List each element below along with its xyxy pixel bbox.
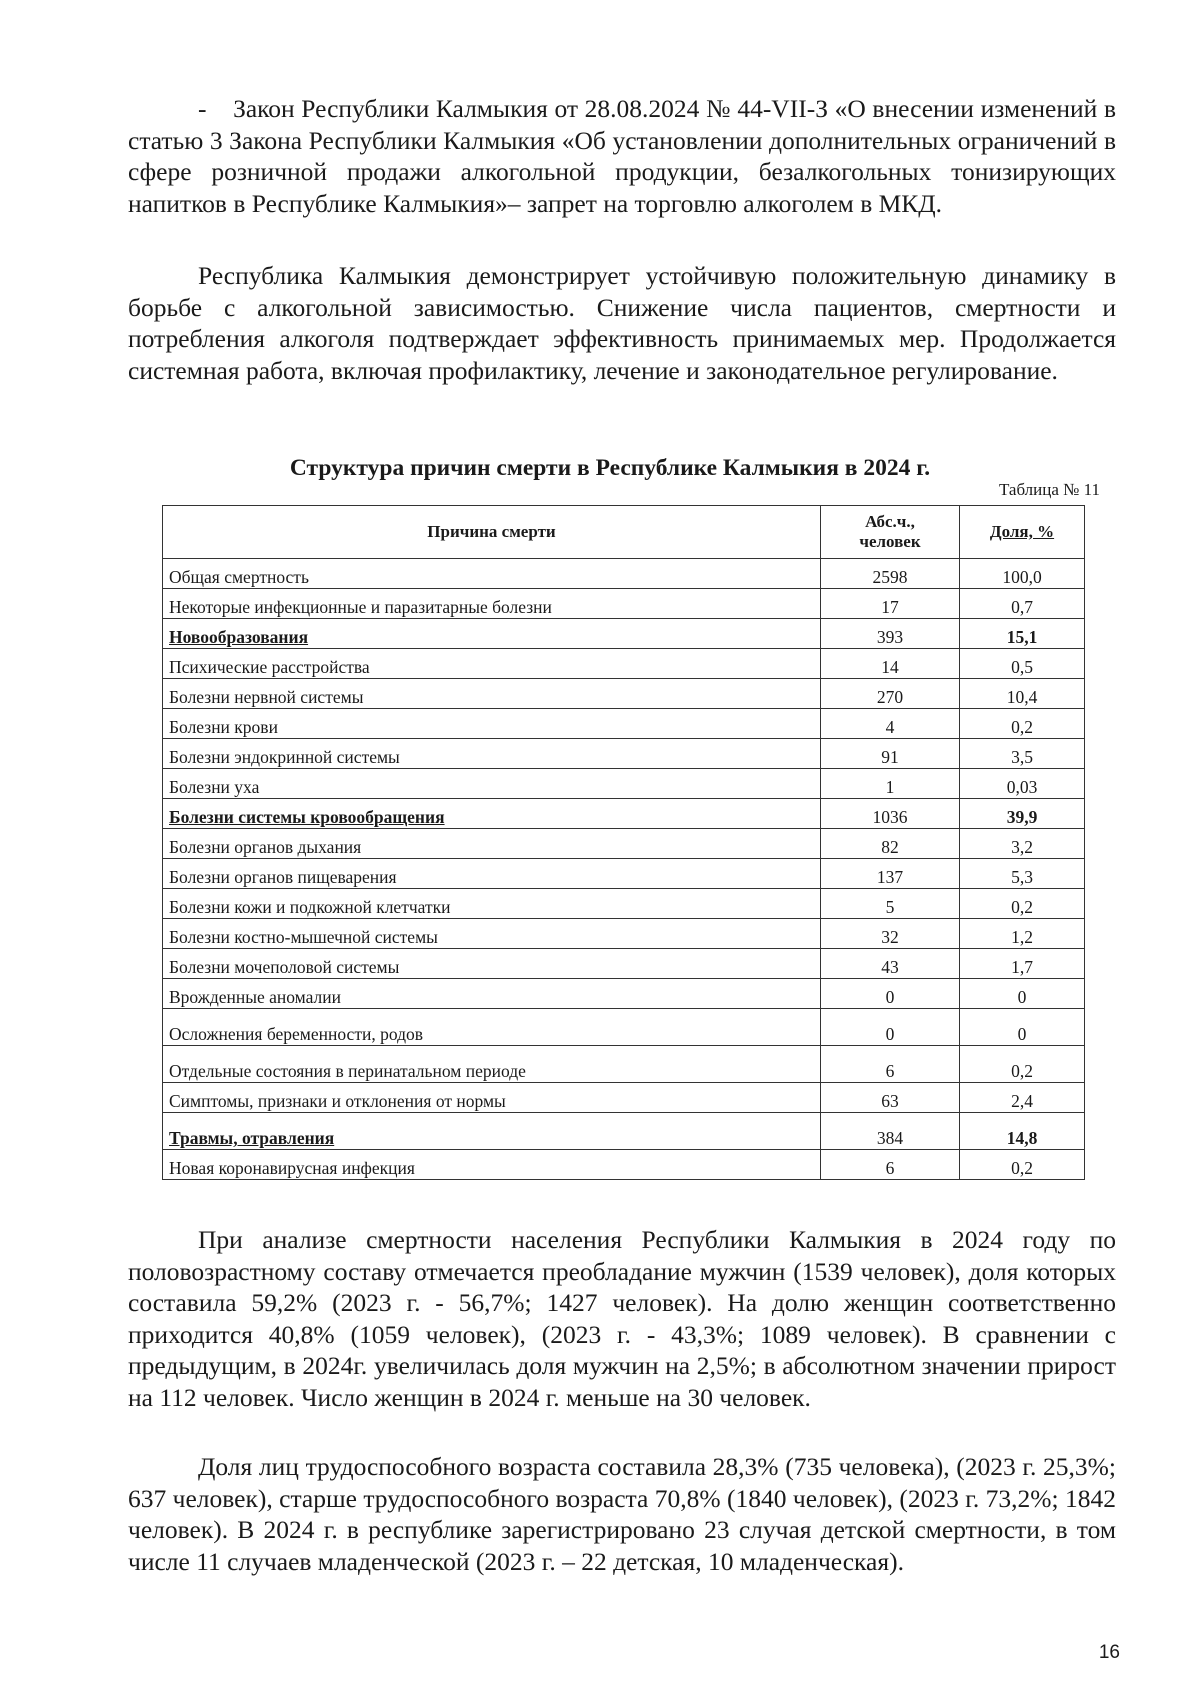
- row-abs: 14: [821, 649, 960, 679]
- row-abs: 4: [821, 709, 960, 739]
- row-cause: Болезни кожи и подкожной клетчатки: [163, 889, 821, 919]
- row-cause: Психические расстройства: [163, 649, 821, 679]
- row-share: 0,2: [960, 1046, 1085, 1083]
- dynamics-paragraph: Республика Калмыкия демонстрирует устойчивую положительную динамику в борьбе с алкогольной зависимостью. Снижение числа пациентов, смертности и потребления алкоголя подтверждает эффективность принимаемых мер. Продолжается системная работа, включая профилактику, лечение и законодательное регулирование.: [128, 261, 1116, 385]
- table-row: [163, 919, 1085, 949]
- header-abs-line1: Абс.ч.,: [865, 512, 915, 531]
- page-number: 16: [1098, 1642, 1120, 1663]
- row-cause: Общая смертность: [163, 559, 821, 589]
- row-cause: Некоторые инфекционные и паразитарные болезни: [163, 589, 821, 619]
- law-paragraph: - Закон Республики Калмыкия от 28.08.2024 № 44-VII-З «О внесении изменений в статью 3 Закона Республики Калмыкия «Об установлении дополнительных ограничений в сфере розничной продажи алкогольной продукции, безалкогольных тонизирующих напитков в Республике Калмыкия»– запрет на торговлю алкоголем в МКД.: [128, 94, 1116, 218]
- row-share: 14,8: [960, 1113, 1085, 1150]
- row-share: 1,2: [960, 919, 1085, 949]
- row-cause: Симптомы, признаки и отклонения от нормы: [163, 1083, 821, 1113]
- row-share: 1,7: [960, 949, 1085, 979]
- header-abs: [821, 506, 960, 559]
- row-abs: 63: [821, 1083, 960, 1113]
- row-abs: 32: [821, 919, 960, 949]
- row-abs: 1: [821, 769, 960, 799]
- table-header-row: [163, 506, 1085, 559]
- row-cause: Врожденные аномалии: [163, 979, 821, 1009]
- row-abs: 137: [821, 859, 960, 889]
- gender-analysis-paragraph: При анализе смертности населения Республики Калмыкия в 2024 году по половозрастному составу отмечается преобладание мужчин (1539 человек), доля которых составила 59,2% (2023 г. - 56,7%; 1427 человек). На долю женщин соответственно приходится 40,8% (1059 человек), (2023 г. - 43,3%; 1089 человек). В сравнении с предыдущим, в 2024г. увеличилась доля мужчин на 2,5%; в абсолютном значении прирост на 112 человек. Число женщин в 2024 г. меньше на 30 человек.: [128, 1225, 1116, 1412]
- table-row: [163, 859, 1085, 889]
- row-cause: Отдельные состояния в перинатальном периоде: [163, 1046, 821, 1083]
- row-share: 0,2: [960, 889, 1085, 919]
- row-abs: 270: [821, 679, 960, 709]
- row-cause: Болезни органов дыхания: [163, 829, 821, 859]
- header-cause: Причина смерти: [163, 506, 821, 559]
- working-age-paragraph: Доля лиц трудоспособного возраста составила 28,3% (735 человека), (2023 г. 25,3%; 637 человек), старше трудоспособного возраста 70,8% (1840 человек), (2023 г. 73,2%; 1842 человек). В 2024 г. в республике зарегистрировано 23 случая детской смертности, в том числе 11 случаев младенческой (2023 г. – 22 детская, 10 младенческая).: [128, 1452, 1116, 1576]
- header-abs-line2: человек: [859, 532, 921, 551]
- table-row: [163, 829, 1085, 859]
- row-share: 3,5: [960, 739, 1085, 769]
- row-share: 3,2: [960, 829, 1085, 859]
- table-row: [163, 1046, 1085, 1083]
- row-share: 10,4: [960, 679, 1085, 709]
- row-share: 39,9: [960, 799, 1085, 829]
- table-row: [163, 679, 1085, 709]
- table-row: [163, 1113, 1085, 1150]
- row-cause: Новая коронавирусная инфекция: [163, 1150, 821, 1180]
- row-share: 15,1: [960, 619, 1085, 649]
- row-cause: Болезни крови: [163, 709, 821, 739]
- row-share: 0,2: [960, 1150, 1085, 1180]
- row-share: 0,5: [960, 649, 1085, 679]
- row-abs: 91: [821, 739, 960, 769]
- table-row: [163, 739, 1085, 769]
- table-row: [163, 1009, 1085, 1046]
- row-abs: 393: [821, 619, 960, 649]
- table-row: [163, 769, 1085, 799]
- row-share: 0,2: [960, 709, 1085, 739]
- row-abs: 43: [821, 949, 960, 979]
- row-cause: Болезни мочеполовой системы: [163, 949, 821, 979]
- row-abs: 5: [821, 889, 960, 919]
- row-abs: 82: [821, 829, 960, 859]
- row-share: 0: [960, 979, 1085, 1009]
- table-row: [163, 949, 1085, 979]
- table-row: [163, 889, 1085, 919]
- row-abs: 0: [821, 979, 960, 1009]
- row-abs: 0: [821, 1009, 960, 1046]
- table-row: [163, 649, 1085, 679]
- row-cause: Болезни костно-мышечной системы: [163, 919, 821, 949]
- row-cause: Новообразования: [163, 619, 821, 649]
- row-share: 100,0: [960, 559, 1085, 589]
- table-row: [163, 1083, 1085, 1113]
- row-abs: 6: [821, 1150, 960, 1180]
- table-row: [163, 559, 1085, 589]
- table-row: [163, 1150, 1085, 1180]
- row-cause: Болезни эндокринной системы: [163, 739, 821, 769]
- row-cause: Болезни уха: [163, 769, 821, 799]
- row-abs: 384: [821, 1113, 960, 1150]
- table-row: [163, 979, 1085, 1009]
- row-abs: 17: [821, 589, 960, 619]
- row-share: 0: [960, 1009, 1085, 1046]
- table-number-label: Таблица № 11: [998, 480, 1100, 499]
- table-row: [163, 799, 1085, 829]
- table-row: [163, 619, 1085, 649]
- row-cause: Болезни органов пищеварения: [163, 859, 821, 889]
- table-row: [163, 589, 1085, 619]
- row-share: 0,03: [960, 769, 1085, 799]
- header-share: [960, 506, 1085, 559]
- table-row: [163, 709, 1085, 739]
- table-title: Структура причин смерти в Республике Калмыкия в 2024 г.: [289, 455, 931, 481]
- row-abs: 6: [821, 1046, 960, 1083]
- causes-of-death-table: [162, 505, 1085, 1180]
- row-share: 2,4: [960, 1083, 1085, 1113]
- row-cause: Болезни системы кровообращения: [163, 799, 821, 829]
- row-abs: 1036: [821, 799, 960, 829]
- row-abs: 2598: [821, 559, 960, 589]
- row-cause: Осложнения беременности, родов: [163, 1009, 821, 1046]
- row-share: 0,7: [960, 589, 1085, 619]
- row-cause: Болезни нервной системы: [163, 679, 821, 709]
- row-share: 5,3: [960, 859, 1085, 889]
- header-share-label: Доля, %: [989, 522, 1055, 541]
- row-cause: Травмы, отравления: [163, 1113, 821, 1150]
